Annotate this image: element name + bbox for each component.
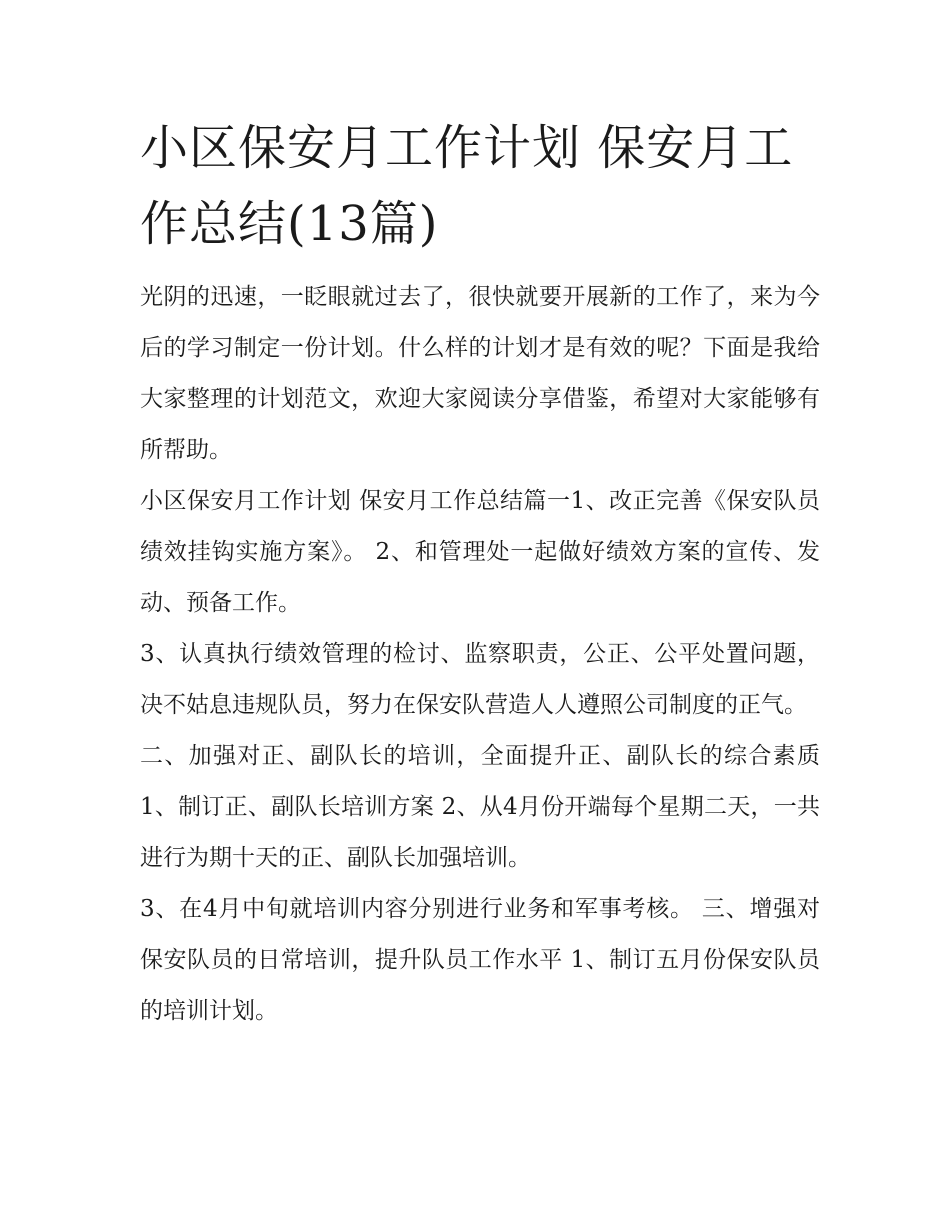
paragraph-item-three: 3、认真执行绩效管理的检讨、监察职责，公正、公平处置问题，决不姑息违规队员，努力在保安队营造人人遵照公司制度的正气。 xyxy=(140,641,820,718)
paragraph-section-three: 3、在4月中旬就培训内容分别进行业务和军事考核。 三、增强对保安队员的日常培训，提升队员工作水平 1、制订五月份保安队员的培训计划。 xyxy=(140,896,820,1024)
document-body xyxy=(140,272,820,1037)
document-title: 小区保安月工作计划 保安月工作总结(13篇) xyxy=(140,120,794,252)
paragraph-intro: 光阴的迅速，一眨眼就过去了，很快就要开展新的工作了，来为今后的学习制定一份计划。什么样的计划才是有效的呢？下面是我给大家整理的计划范文，欢迎大家阅读分享借鉴，希望对大家能够有所帮助。 xyxy=(140,284,820,463)
paragraph-section-one: 小区保安月工作计划 保安月工作总结篇一1、改正完善《保安队员绩效挂钩实施方案》。 2、和管理处一起做好绩效方案的宣传、发动、预备工作。 xyxy=(140,488,820,616)
paragraph-section-two: 二、加强对正、副队长的培训，全面提升正、副队长的综合素质 1、制订正、副队长培训方案 2、从4月份开端每个星期二天，一共进行为期十天的正、副队长加强培训。 xyxy=(140,743,820,871)
